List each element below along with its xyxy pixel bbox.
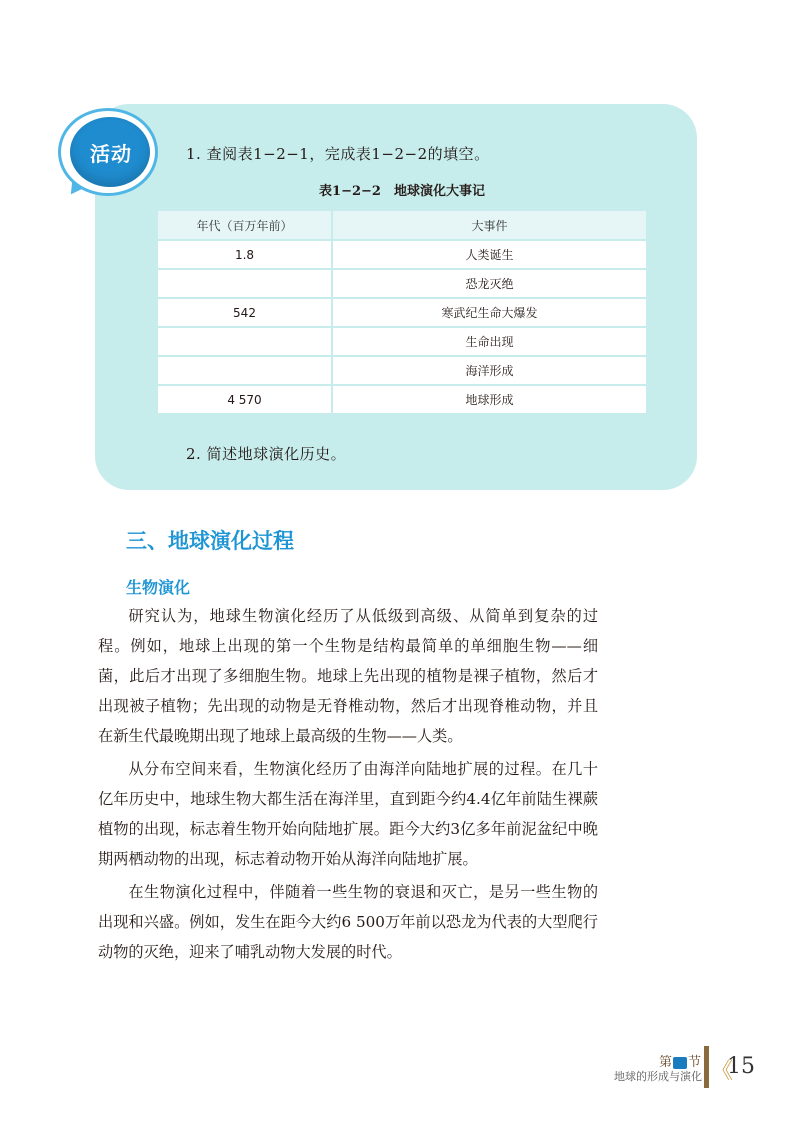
event-cell: 地球形成	[332, 385, 647, 414]
activity-badge	[58, 108, 170, 198]
events-table	[156, 209, 648, 415]
footer-chevron-icon: 《	[711, 1059, 734, 1084]
table-row	[157, 385, 647, 414]
activity-badge-label: 活动	[90, 142, 132, 166]
body-text	[98, 601, 598, 970]
age-cell-blank[interactable]	[157, 327, 332, 356]
question-2: 2. 简述地球演化历史。	[186, 445, 347, 463]
chapter-number-icon	[673, 1057, 687, 1069]
chapter-prefix: 第	[658, 1055, 672, 1070]
age-cell: 542	[157, 298, 332, 327]
table-header-row	[157, 210, 647, 240]
table-row	[157, 356, 647, 385]
paragraph: 在生物演化过程中，伴随着一些生物的衰退和灭亡，是另一些生物的出现和兴盛。例如，发生在距今大约6 500万年前以恐龙为代表的大型爬行动物的灭绝，迎来了哺乳动物大发展的时代。	[98, 883, 598, 961]
table-row	[157, 298, 647, 327]
subsection-title: 生物演化	[126, 578, 191, 597]
age-cell: 1.8	[157, 240, 332, 269]
table-row	[157, 327, 647, 356]
age-cell: 4 570	[157, 385, 332, 414]
table-caption: 表1−2−2 地球演化大事记	[319, 184, 485, 199]
question-1: 1. 查阅表1−2−1，完成表1−2−2的填空。	[186, 145, 490, 163]
footer-chapter-title: 地球的形成与演化	[614, 1070, 702, 1083]
age-cell-blank[interactable]	[157, 356, 332, 385]
event-cell: 寒武纪生命大爆发	[332, 298, 647, 327]
event-cell: 人类诞生	[332, 240, 647, 269]
event-cell: 生命出现	[332, 327, 647, 356]
table-row	[157, 240, 647, 269]
paragraph: 从分布空间来看，生物演化经历了由海洋向陆地扩展的过程。在几十亿年历史中，地球生物大都生活在海洋里，直到距今约4.4亿年前陆生裸蕨植物的出现，标志着生物开始向陆地扩展。距今大约3亿多年前泥盆纪中晚期两栖动物的出现，标志着动物开始从海洋向陆地扩展。	[98, 760, 598, 868]
paragraph: 研究认为，地球生物演化经历了从低级到高级、从简单到复杂的过程。例如，地球上出现的第一个生物是结构最简单的单细胞生物——细菌，此后才出现了多细胞生物。地球上先出现的植物是裸子植物，然后才出现被子植物；先出现的动物是无脊椎动物，然后才出现脊椎动物，并且在新生代最晚期出现了地球上最高级的生物——人类。	[98, 607, 598, 745]
column-header-age: 年代（百万年前）	[157, 210, 332, 240]
footer-divider	[704, 1046, 709, 1088]
event-cell: 恐龙灭绝	[332, 269, 647, 298]
page-number: 15	[727, 1054, 755, 1079]
age-cell-blank[interactable]	[157, 269, 332, 298]
column-header-event: 大事件	[332, 210, 647, 240]
section-title: 三、地球演化过程	[126, 529, 294, 553]
event-cell: 海洋形成	[332, 356, 647, 385]
chapter-suffix: 节	[687, 1055, 701, 1070]
table-row	[157, 269, 647, 298]
